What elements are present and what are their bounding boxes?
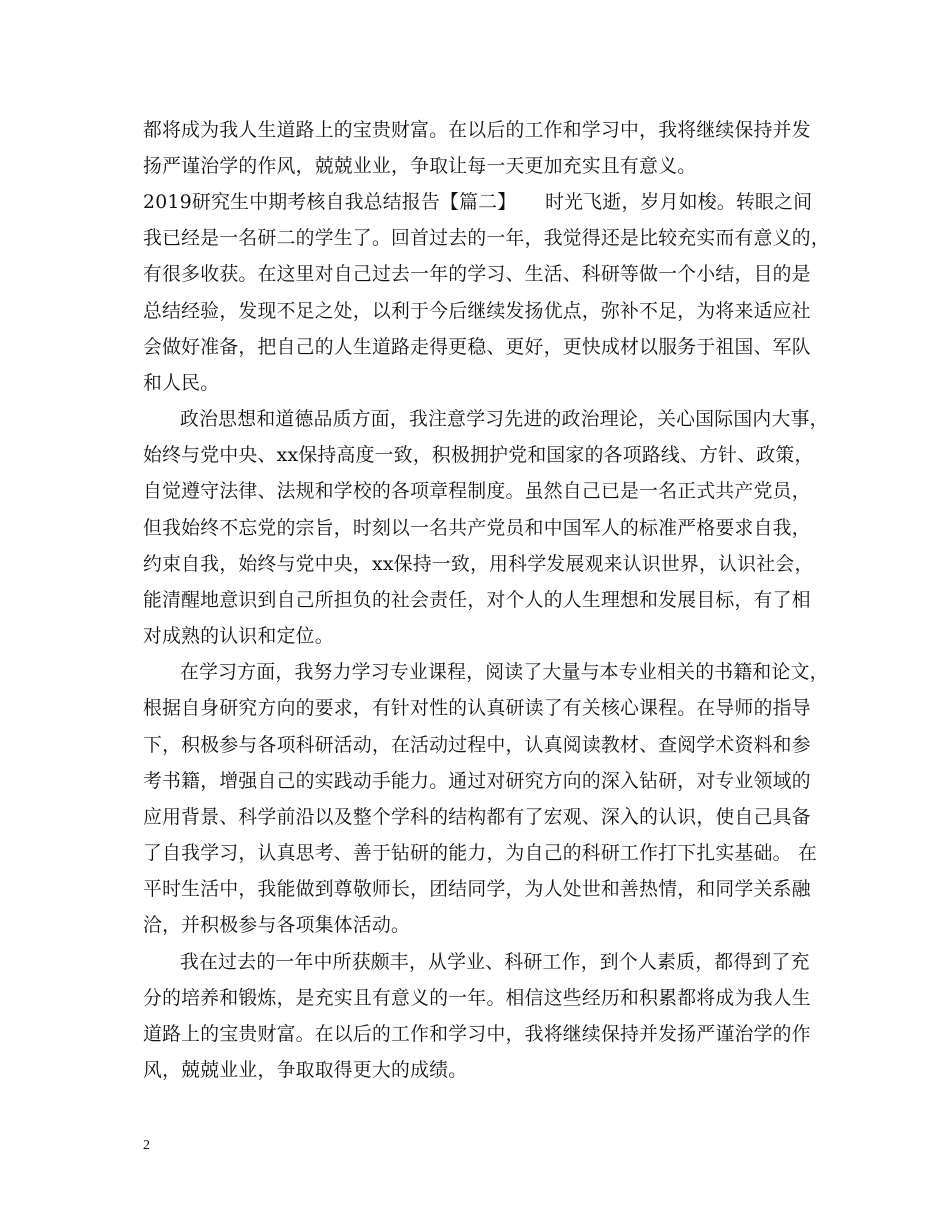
text-line: 始终与党中央、xx保持高度一致，积极拥护党和国家的各项路线、方针、政策， [143,445,814,466]
page-number: 2 [143,1138,150,1153]
paragraph-start-line: 在学习方面，我努力学习专业课程，阅读了大量与本专业相关的书籍和论文， [180,662,829,683]
text-line: 会做好准备，把自己的人生道路走得更稳、更好，更快成材以服务于祖国、军队 [143,337,811,358]
text-line: 下，积极参与各项科研活动，在活动过程中，认真阅读教材、查阅学术资料和参 [143,735,811,756]
text-line: 但我始终不忘党的宗旨，时刻以一名共产党员和中国军人的标准严格要求自我， [143,518,811,539]
text-line: 扬严谨治学的作风，兢兢业业，争取让每一天更加充实且有意义。 [143,156,697,177]
text-line: 风，兢兢业业，争取取得更大的成绩。 [143,1060,468,1081]
paragraph-start-line: 我在过去的一年中所获颇丰，从学业、科研工作，到个人素质，都得到了充 [180,952,810,973]
text-line: 应用背景、科学前沿以及整个学科的结构都有了宏观、深入的认识，使自己具备 [143,807,811,828]
text-line: 能清醒地意识到自己所担负的社会责任，对个人的人生理想和发展目标，有了相 [143,590,811,611]
text-line: 总结经验，发现不足之处，以利于今后继续发扬优点，弥补不足，为将来适应社 [143,301,811,322]
text-line: 我已经是一名研二的学生了。回首过去的一年，我觉得还是比较充实而有意义的， [143,228,830,249]
text-line: 考书籍，增强自己的实践动手能力。通过对研究方向的深入钻研，对专业领域的 [143,771,811,792]
text-line: 道路上的宝贵财富。在以后的工作和学习中，我将继续保持并发扬严谨治学的作 [143,1024,811,1045]
text-line: 和人民。 [143,373,220,394]
text-line: 自觉遵守法律、法规和学校的各项章程制度。虽然自己已是一名正式共产党员， [143,481,811,502]
text-line: 约束自我，始终与党中央，xx保持一致，用科学发展观来认识世界，认识社会， [143,554,814,575]
text-line: 有很多收获。在这里对自己过去一年的学习、生活、科研等做一个小结，目的是 [143,264,811,285]
text-line: 洽，并积极参与各项集体活动。 [143,915,411,936]
text-line: 对成熟的认识和定位。 [143,626,334,647]
paragraph-start-line: 政治思想和道德品质方面，我注意学习先进的政治理论，关心国际国内大事， [180,409,829,430]
section-heading-line: 2019研究生中期考核自我总结报告【篇二】 时光飞逝，岁月如梭。转眼之间 [143,192,813,213]
text-line: 都将成为我人生道路上的宝贵财富。在以后的工作和学习中，我将继续保持并发 [143,120,811,141]
text-line: 根据自身研究方向的要求，有针对性的认真研读了有关核心课程。在导师的指导 [143,698,811,719]
text-line: 分的培养和锻炼，是充实且有意义的一年。相信这些经历和积累都将成为我人生 [143,988,811,1009]
text-line: 平时生活中，我能做到尊敬师长，团结同学，为人处世和善热情，和同学关系融 [143,879,811,900]
text-line: 了自我学习，认真思考、善于钻研的能力，为自己的科研工作打下扎实基础。 在 [143,843,818,864]
